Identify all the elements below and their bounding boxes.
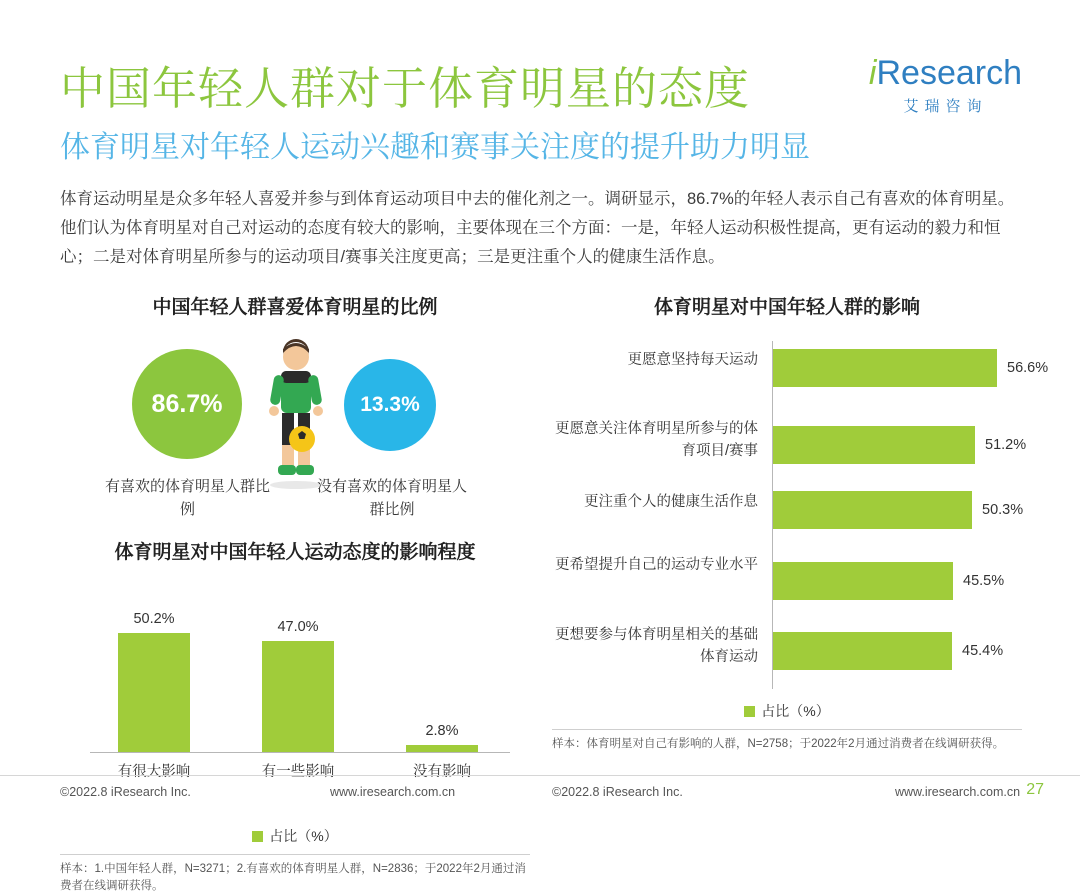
legend-swatch-icon <box>744 706 755 717</box>
footer-copyright-left: ©2022.8 iResearch Inc. <box>60 785 191 799</box>
circle-liked: 86.7% <box>132 349 242 459</box>
hbar-value-0: 56.6% <box>1007 360 1049 376</box>
hbar-label-1: 更愿意关注体育明星所参与的体育项目/赛事 <box>555 421 758 459</box>
bar-no-impact <box>406 745 478 752</box>
legend-label: 占比（%） <box>269 828 338 844</box>
hbar-row-1 <box>552 418 1027 482</box>
iresearch-logo <box>869 54 1022 116</box>
page-title: 中国年轻人群对于体育明星的态度 <box>60 63 751 114</box>
caption-liked: 有喜欢的体育明星人群比例 <box>104 478 270 518</box>
bar-value-0: 50.2% <box>133 611 175 627</box>
vertical-bar-chart <box>60 604 530 784</box>
hbar-4 <box>773 632 952 670</box>
footer-copyright-right: ©2022.8 iResearch Inc. <box>552 785 683 799</box>
hbar-label-3: 更希望提升自己的运动专业水平 <box>555 557 758 573</box>
page-number: 27 <box>1026 781 1044 798</box>
proportion-chart <box>60 335 530 518</box>
bar-category-1: 有一些影响 <box>261 764 335 780</box>
hbar-row-4 <box>552 624 1022 688</box>
footer-url-right: www.iresearch.com.cn <box>895 785 1021 799</box>
logo-i: i <box>868 54 877 92</box>
legend-left <box>60 826 530 846</box>
legend-swatch-icon <box>252 831 263 842</box>
vertical-bar-plot <box>90 611 510 752</box>
donut-chart-title: 中国年轻人群喜爱体育明星的比例 <box>152 297 438 318</box>
hbar-value-3: 45.5% <box>963 573 1005 589</box>
footer-url-left: www.iresearch.com.cn <box>330 785 456 799</box>
bar-very-large-impact <box>118 633 190 752</box>
circle-not-liked: 13.3% <box>344 359 436 451</box>
hbar-1 <box>773 426 975 464</box>
logo-chinese-name: 艾瑞咨询 <box>903 98 988 115</box>
horizontal-bar-chart-title: 体育明星对中国年轻人群的影响 <box>653 297 920 318</box>
vertical-bar-chart-title: 体育明星对中国年轻人运动态度的影响程度 <box>114 542 476 563</box>
hbar-2 <box>773 491 972 529</box>
hbar-row-3 <box>552 554 1022 618</box>
right-column <box>552 292 1049 753</box>
x-axis-line <box>90 752 510 753</box>
hbar-row-2 <box>552 491 1022 555</box>
bar-value-1: 47.0% <box>277 619 319 635</box>
legend-right <box>552 701 1022 721</box>
hbar-label-4: 更想要参与体育明星相关的基础体育运动 <box>555 627 758 665</box>
hbar-value-1: 51.2% <box>985 437 1027 453</box>
hbar-label-0: 更愿意坚持每天运动 <box>627 352 758 368</box>
logo-wordmark <box>869 54 1022 93</box>
hbar-0 <box>773 349 997 387</box>
hbar-label-2: 更注重个人的健康生活作息 <box>584 494 758 510</box>
bar-category-0: 有很大影响 <box>117 764 191 780</box>
bar-category-2: 没有影响 <box>413 764 471 780</box>
bar-some-impact <box>262 641 334 752</box>
caption-not-liked: 没有喜欢的体育明星人群比例 <box>316 478 467 518</box>
hbar-value-2: 50.3% <box>982 502 1024 518</box>
hbar-row-0 <box>552 349 1049 413</box>
logo-research: Research <box>876 54 1022 92</box>
lead-paragraph: 体育运动明星是众多年轻人喜爱并参与到体育运动项目中去的催化剂之一。调研显示，86.7%的年轻人表示自己有喜欢的体育明星。他们认为体育明星对自己对运动的态度有较大的影响，主要体现在三个方面：一是，年轻人运动积极性提高，更有运动的毅力和恒心；二是对体育明星所参与的运动项目/赛事关注度更高；三是更注重个人的健康生活作息。 <box>60 190 1015 266</box>
footer <box>0 775 1080 810</box>
source-note-right: 样本：体育明星对自己有影响的人群，N=2758；于2022年2月通过消费者在线调研获得。 <box>552 729 1022 753</box>
source-note-left: 样本：1.中国年轻人群，N=3271；2.有喜欢的体育明星人群，N=2836；于2022年2月通过消费者在线调研获得。 <box>60 854 530 895</box>
bar-value-2: 2.8% <box>425 723 459 739</box>
athlete-illustration <box>256 335 336 490</box>
page-subtitle: 体育明星对年轻人运动兴趣和赛事关注度的提升助力明显 <box>60 131 810 164</box>
legend-label: 占比（%） <box>761 703 830 719</box>
hbar-value-4: 45.4% <box>962 643 1004 659</box>
hbar-3 <box>773 562 953 600</box>
horizontal-bar-chart <box>552 341 1049 691</box>
